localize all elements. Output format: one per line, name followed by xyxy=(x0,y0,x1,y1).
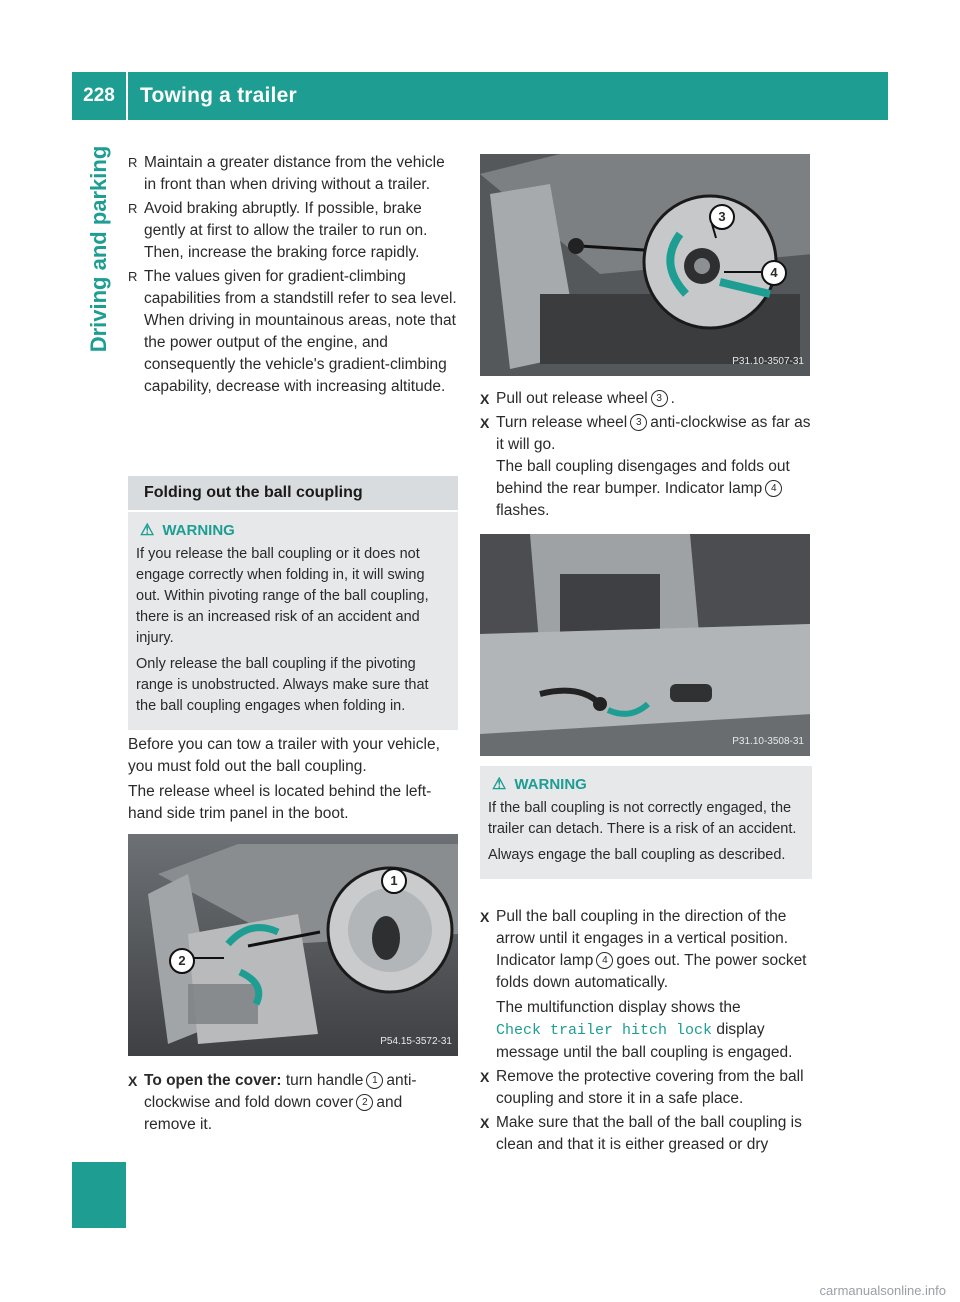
warning-box xyxy=(128,512,458,730)
intro-paragraphs xyxy=(128,734,458,828)
step-item: X To open the cover: turn handle 1 anti-clockwise and fold down cover 2 and remove it. xyxy=(128,1072,417,1133)
boot-illustration xyxy=(128,834,458,1056)
release-wheel-illustration xyxy=(480,154,810,376)
step-item: X Make sure that the ball of the ball coupling is clean and that it is either greased or dry xyxy=(480,1114,802,1153)
step-note: The multifunction display shows the Check trailer hitch lock display message until the ball coupling is engaged. xyxy=(496,999,793,1061)
header-divider xyxy=(126,72,128,120)
list-item: R Maintain a greater distance from the vehicle in front than when driving without a trailer. xyxy=(128,154,445,193)
warning-text: Always engage the ball coupling as described. xyxy=(488,847,786,863)
step-item: X Pull the ball coupling in the direction of the arrow until it engages in a vertical position. Indicator lamp 4 goes out. The power socket folds down automatically. The multifunction display shows the Check trailer hitch lock display message until the ball coupling is engaged. xyxy=(480,906,812,1064)
callout-2: 2 xyxy=(169,948,195,974)
figure-code: P54.15-3572-31 xyxy=(380,1036,452,1047)
warning-text: Only release the ball coupling if the pivoting range is unobstructed. Always make sure that the ball coupling engages when folding in. xyxy=(136,656,429,714)
figure-trim-panel xyxy=(128,834,458,1056)
warning-triangle-icon: ⚠ xyxy=(492,776,507,793)
warning-box-left xyxy=(128,512,458,730)
paragraph: The release wheel is located behind the left-hand side trim panel in the boot. xyxy=(128,783,432,822)
rear-bumper-illustration xyxy=(480,534,810,756)
bullet-icon: R xyxy=(128,269,138,284)
figure-ball-coupling xyxy=(480,534,812,756)
step-arrow-icon: X xyxy=(128,1073,138,1089)
display-message: Check trailer hitch lock xyxy=(496,1022,713,1039)
steps-right-1 xyxy=(480,388,812,524)
callout-ref: 4 xyxy=(596,952,613,969)
callout-ref: 2 xyxy=(356,1094,373,1111)
subheading: Folding out the ball coupling xyxy=(128,476,458,510)
chapter-label: Driving and parking xyxy=(86,145,111,353)
watermark: carmanualsonline.info xyxy=(819,1283,946,1298)
step-item: X Remove the protective covering from the ball coupling and store it in a safe place. xyxy=(480,1068,804,1107)
step-arrow-icon: X xyxy=(480,1069,490,1085)
figure-release-wheel xyxy=(480,154,812,376)
warning-label: WARNING xyxy=(514,776,587,793)
callout-ref: 1 xyxy=(366,1072,383,1089)
callout-1: 1 xyxy=(381,868,407,894)
callout-ref: 3 xyxy=(651,390,668,407)
step-item: X Turn release wheel 3 anti-clockwise as far as it will go. The ball coupling disengages and folds out behind the rear bumper. Indicator lamp 4flashes. xyxy=(480,412,812,522)
warning-box xyxy=(480,766,812,879)
paragraph: Before you can tow a trailer with your vehicle, you must fold out the ball coupling. xyxy=(128,736,440,775)
folding-section xyxy=(128,476,458,510)
warning-triangle-icon: ⚠ xyxy=(140,522,155,539)
warning-box-right xyxy=(480,766,812,879)
list-item: R Avoid braking abruptly. If possible, brake gently at first to allow the trailer to run on. Then, increase the braking force rapidly. xyxy=(128,200,428,261)
step-arrow-icon: X xyxy=(480,1115,490,1131)
figure-code: P31.10-3507-31 xyxy=(732,356,804,367)
step-note: The ball coupling disengages and folds out behind the rear bumper. Indicator lamp 4flashes. xyxy=(496,458,790,519)
step-arrow-icon: X xyxy=(480,415,490,431)
warning-text: If you release the ball coupling or it does not engage correctly when folding in, it will swing out. Within pivoting range of the ball coupling, there is an increased risk of an accident and injury. xyxy=(136,546,429,646)
callout-ref: 4 xyxy=(765,480,782,497)
bullet-icon: R xyxy=(128,155,138,170)
page-number: 228 xyxy=(83,85,115,106)
warning-text: If the ball coupling is not correctly engaged, the trailer can detach. There is a risk of an accident. xyxy=(488,800,797,837)
figure-code: P31.10-3508-31 xyxy=(732,736,804,747)
list-item: R The values given for gradient-climbing capabilities from a standstill refer to sea level. When driving in mountainous areas, note that the power output of the engine, and consequently the vehicle's gradient-climbing capability, decrease with increasing altitude. xyxy=(128,268,457,395)
bullet-icon: R xyxy=(128,201,138,216)
left-column xyxy=(128,152,458,400)
warning-label: WARNING xyxy=(162,522,235,539)
step-item: X Pull out release wheel 3 . xyxy=(480,388,812,410)
chapter-tab xyxy=(72,1162,126,1228)
step-arrow-icon: X xyxy=(480,391,490,407)
callout-4: 4 xyxy=(761,260,787,286)
section-title: Towing a trailer xyxy=(140,84,297,107)
callout-3: 3 xyxy=(709,204,735,230)
callout-ref: 3 xyxy=(630,414,647,431)
step-arrow-icon: X xyxy=(480,909,490,925)
steps-left xyxy=(128,1070,458,1138)
steps-right-2 xyxy=(480,906,812,1158)
